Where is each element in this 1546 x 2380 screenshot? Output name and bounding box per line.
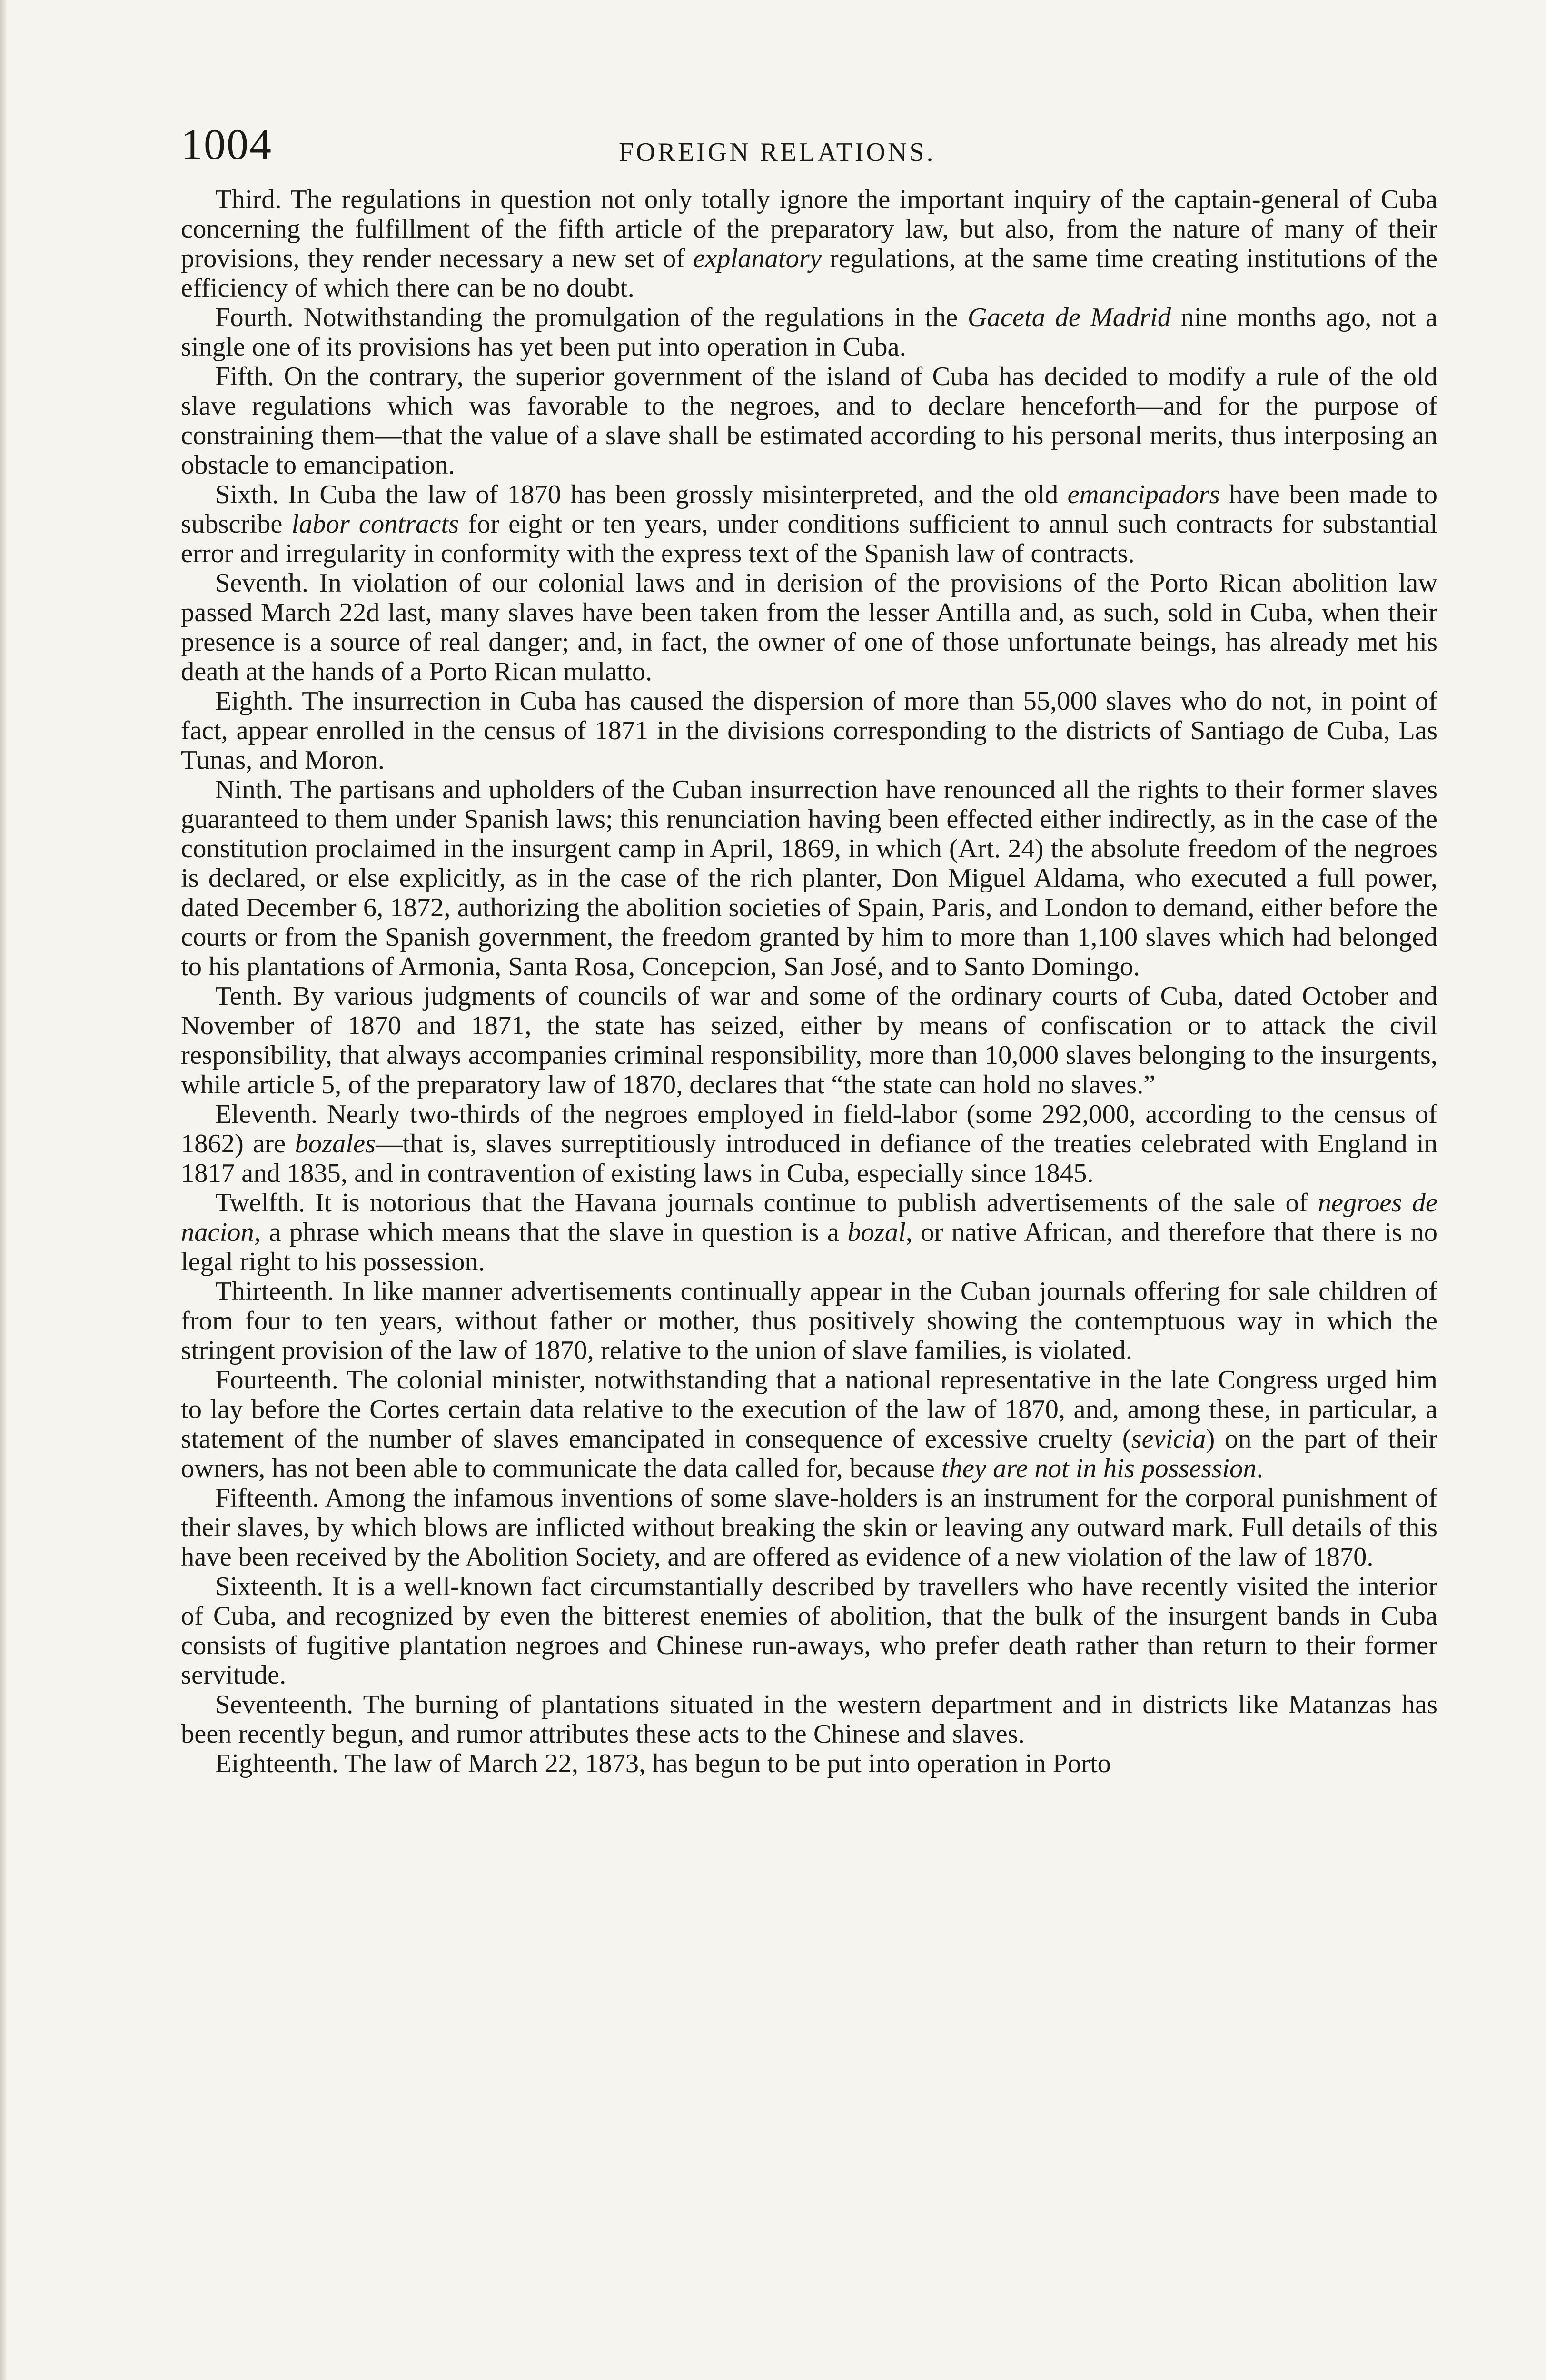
- paragraph-seventeenth: [181, 1690, 1437, 1749]
- text-run: , a phrase which means that the slave in question is a: [254, 1218, 848, 1247]
- body-text: [181, 185, 1437, 1778]
- text-run: Seventeenth. The burning of plantations situated in the western department and in districts like Matanzas has been recently begun, and rumor attributes these acts to the Chinese and slaves.: [181, 1690, 1437, 1749]
- text-run: Tenth. By various judgments of councils of war and some of the ordinary courts of Cuba, dated October and November of 1870 and 1871, the state has seized, either by means of confiscation or to attack the civil responsibility, that always accompanies criminal responsibility, more than 10,000 slaves belonging to the insurgents, while article 5, of the preparatory law of 1870, declares that “the state can hold no slaves.”: [181, 982, 1437, 1100]
- italic-run: labor contracts: [291, 509, 459, 539]
- text-run: Eighteenth. The law of March 22, 1873, has begun to be put into operation in Porto: [215, 1749, 1111, 1778]
- paragraph-fourth: [181, 303, 1437, 362]
- italic-run: explanatory: [693, 244, 822, 273]
- text-run: Fourth. Notwithstanding the promulgation of the regulations in the: [215, 303, 968, 332]
- text-run: Seventh. In violation of our colonial laws and in derision of the provisions of the Porto Rican abolition law passed March 22d last, many slaves have been taken from the lesser Antilla and, as such, sold in Cuba, when their presence is a source of real danger; and, in fact, the owner of one of those unfortunate beings, has already met his death at the hands of a Porto Rican mulatto.: [181, 568, 1437, 686]
- text-run: .: [1256, 1454, 1263, 1483]
- paragraph-ninth: [181, 775, 1437, 982]
- text-run: ) on the part of their owners, has not been able to communicate the data called for, because: [181, 1424, 1437, 1483]
- paragraph-fifteenth: [181, 1483, 1437, 1572]
- text-run: Sixth. In Cuba the law of 1870 has been grossly misinterpreted, and the old: [215, 480, 1068, 509]
- paragraph-eighteenth: [181, 1749, 1437, 1778]
- text-run: regulations, at the same time creating institutions of the efficiency of which there can be no doubt.: [181, 244, 1437, 303]
- text-run: Twelfth. It is notorious that the Havana journals continue to publish advertisements of the sale of: [215, 1188, 1318, 1218]
- text-run: Eleventh. Nearly two-thirds of the negroes employed in field-labor (some 292,000, according to the census of 1862) are: [181, 1100, 1437, 1159]
- page-number: 1004: [181, 120, 272, 169]
- italic-run: they are not in his possession: [941, 1454, 1257, 1483]
- paragraph-sixteenth: [181, 1572, 1437, 1690]
- text-run: for eight or ten years, under conditions sufficient to annul such contracts for substantial error and irregularity in conformity with the express text of the Spanish law of contracts.: [181, 509, 1437, 568]
- italic-run: bozal: [847, 1218, 906, 1247]
- text-run: Sixteenth. It is a well-known fact circumstantially described by travellers who have recently visited the interior of Cuba, and recognized by even the bitterest enemies of abolition, that the bulk of the insurgent bands in Cuba consists of fugitive plantation negroes and Chinese run-aways, who prefer death rather than return to their former servitude.: [181, 1572, 1437, 1690]
- paragraph-fourteenth: [181, 1365, 1437, 1483]
- text-run: Fourteenth. The colonial minister, notwithstanding that a national representative in the late Congress urged him to lay before the Cortes certain data relative to the execution of the law of 1870, and, among these, in particular, a statement of the number of slaves emancipated in consequence of excessive cruelty (: [181, 1365, 1437, 1454]
- italic-run: sevicia: [1131, 1424, 1206, 1454]
- paragraph-thirteenth: [181, 1277, 1437, 1365]
- italic-run: bozales: [295, 1129, 376, 1159]
- paragraph-seventh: [181, 568, 1437, 686]
- scan-edge: [0, 0, 7, 2380]
- running-head: [181, 119, 1437, 181]
- paragraph-third: [181, 185, 1437, 303]
- text-run: Fifth. On the contrary, the superior government of the island of Cuba has decided to modify a rule of the old slave regulations which was favorable to the negroes, and to declare henceforth—and for the purpose of constraining them—that the value of a slave shall be estimated according to his personal merits, thus interposing an obstacle to emancipation.: [181, 362, 1437, 480]
- text-run: Third. The regulations in question not only totally ignore the important inquiry of the captain-general of Cuba concerning the fulfillment of the fifth article of the preparatory law, but also, from the nature of many of their provisions, they render necessary a new set of: [181, 185, 1437, 273]
- paragraph-fifth: [181, 362, 1437, 480]
- italic-run: negroes de nacion: [181, 1188, 1437, 1247]
- text-run: Ninth. The partisans and upholders of the Cuban insurrection have renounced all the rights to their former slaves guaranteed to them under Spanish laws; this renunciation having been effected either indirectly, as in the case of the constitution proclaimed in the insurgent camp in April, 1869, in which (Art. 24) the absolute freedom of the negroes is declared, or else explicitly, as in the case of the rich planter, Don Miguel Aldama, who executed a full power, dated December 6, 1872, authorizing the abolition societies of Spain, Paris, and London to demand, either before the courts or from the Spanish government, the freedom granted by him to more than 1,100 slaves which had belonged to his plantations of Armonia, Santa Rosa, Concepcion, San José, and to Santo Domingo.: [181, 775, 1437, 982]
- paragraph-tenth: [181, 982, 1437, 1100]
- italic-run: Gaceta de Madrid: [967, 303, 1171, 332]
- text-run: Fifteenth. Among the infamous inventions of some slave-holders is an instrument for the corporal punishment of their slaves, by which blows are inflicted without breaking the skin or leaving any outward mark. Full details of this have been received by the Abolition Society, and are offered as evidence of a new violation of the law of 1870.: [181, 1483, 1437, 1572]
- text-run: —that is, slaves surreptitiously introduced in defiance of the treaties celebrated with England in 1817 and 1835, and in contravention of existing laws in Cuba, especially since 1845.: [181, 1129, 1437, 1188]
- text-run: have been made to subscribe: [181, 480, 1437, 539]
- running-head-title: FOREIGN RELATIONS.: [619, 138, 936, 167]
- italic-run: emancipadors: [1067, 480, 1220, 509]
- document-page: [181, 119, 1437, 1778]
- text-run: , or native African, and therefore that there is no legal right to his possession.: [181, 1218, 1437, 1277]
- text-run: nine months ago, not a single one of its provisions has yet been put into operation in Cuba.: [181, 303, 1438, 362]
- text-run: Eighth. The insurrection in Cuba has caused the dispersion of more than 55,000 slaves who do not, in point of fact, appear enrolled in the census of 1871 in the divisions corresponding to the districts of Santiago de Cuba, Las Tunas, and Moron.: [181, 686, 1437, 775]
- paragraph-eleventh: [181, 1100, 1437, 1188]
- paragraph-sixth: [181, 480, 1437, 568]
- paragraph-eighth: [181, 686, 1437, 775]
- paragraph-twelfth: [181, 1188, 1437, 1277]
- text-run: Thirteenth. In like manner advertisements continually appear in the Cuban journals offering for sale children of from four to ten years, without father or mother, thus positively showing the contemptuous way in which the stringent provision of the law of 1870, relative to the union of slave families, is violated.: [181, 1277, 1437, 1365]
